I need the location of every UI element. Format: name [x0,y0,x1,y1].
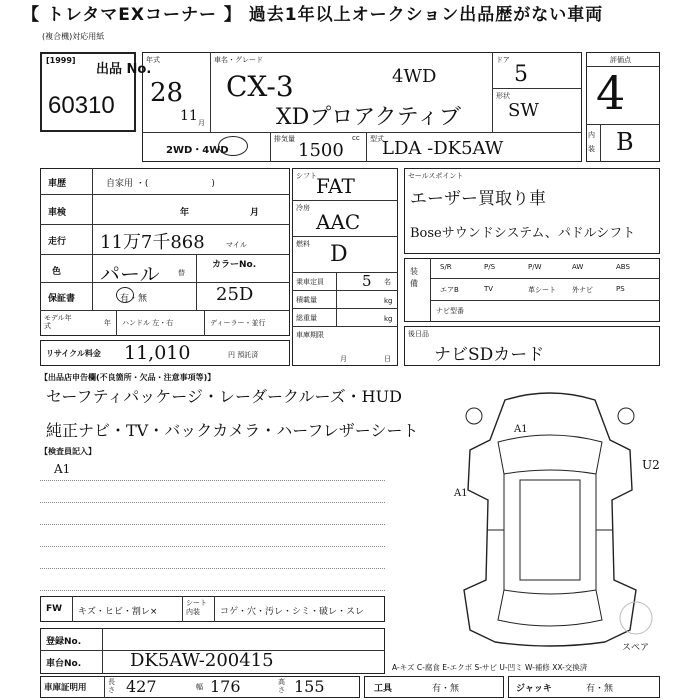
retrofit-label: 後日品 [408,330,429,338]
equipment-item: 外ナビ [572,286,593,294]
gross-label: 総重量 [296,314,317,322]
recycle-label: リサイクル料金 [46,349,101,358]
deadline-label: 車庫期限 [296,331,324,339]
length-label: 長さ [108,678,115,694]
chassis-value: DK5AW-200415 [130,650,274,671]
recycle-suffix: 円 預託済 [228,351,259,359]
jack-label: ジャッキ [516,684,552,694]
equipment-item: P/W [528,263,542,271]
color-no-value: 25D [216,284,254,305]
model-label: 型式 [370,135,384,143]
lot-label: 出品 No. [96,62,152,77]
equipment-item: P/S [484,263,496,271]
width-label: 幅 [196,683,203,691]
door-value: 5 [514,62,528,87]
drive-options: 2WD・4WD [166,145,229,156]
interior-label: 内装 [588,131,595,153]
car-outline [464,393,636,646]
car-damage-diagram [400,380,670,650]
capacity-value: 5 [362,272,372,290]
mileage-unit: マイル [226,241,247,249]
warranty-options: 有・無 [120,294,148,304]
roof [520,480,580,580]
notes-label: 【出品店申告欄(不良箇所・欠品・注意事項等)】 [40,373,216,382]
equipment-item: AW [572,263,584,271]
length-value: 427 [126,677,157,696]
car-name: CX-3 [226,70,294,103]
ac-value: AAC [316,210,361,234]
form-note: (複合機)対応用紙 [42,32,105,41]
color-change: 替 [178,269,185,277]
fuel-value: D [330,242,348,267]
seat-label: シート内装 [186,599,207,616]
fuel-label: 燃料 [296,240,310,248]
equipment-item: ABS [616,263,630,271]
equipment-item: TV [484,285,494,293]
deadline-month: 月 [340,355,347,363]
warranty-circle [116,287,134,303]
lot-number: 60310 [48,92,115,119]
height-label: 高さ [278,678,285,694]
warranty-label: 保証書 [48,294,76,304]
grade: XDプロアクティブ [276,105,461,130]
notes-line2: 純正ナビ・TV・バックカメラ・ハーフレザーシート [46,421,419,440]
recycle-value: 11,010 [124,342,191,364]
inspector-label: 【検査員記入】 [40,447,96,456]
model-value: LDA -DK5AW [382,138,504,159]
car-history-label: 車歴 [48,179,67,189]
deadline-day: 日 [384,355,391,363]
month-suffix: 月 [198,119,205,127]
width-value: 176 [210,677,241,696]
mark-u2: U2 [642,458,660,472]
mark-a1-top: A1 [514,424,528,435]
month-value: 11 [180,108,198,124]
sales-line2: Boseサウンドシステム、パドルシフト [410,226,636,241]
jack-options: 有・無 [586,684,614,694]
sales-line1: エーザー買取り車 [410,189,546,209]
shape-label: 形状 [496,92,510,100]
notes-line1: セーフティパッケージ・レーダークルーズ・HUD [46,387,402,406]
banner-title: 【 トレタマEXコーナー 】 過去1年以上オークション出品歴がない車両 [22,5,604,25]
color-value: パール [100,262,160,286]
load-unit: kg [384,297,393,305]
displacement-value: 1500 [298,140,344,161]
drive-circle [218,136,248,156]
car-history-options: 自家用 ・( ) [106,179,215,189]
equipment-item: エアB [440,286,459,294]
handle-label: ハンドル 左・右 [122,319,174,327]
sales-label: セールスポイント [408,172,464,180]
dealer-label: ディーラー・並行 [210,319,266,327]
spare-tire [620,602,652,634]
damage-legend: A-キズ C-腐食 E-エクボ S-サビ U-凹ミ W-補修 XX-交換済 [392,663,588,672]
interior-value: B [616,128,634,156]
score-label: 評価点 [610,56,631,64]
tools-label: 工具 [374,684,393,694]
chassis-label: 車台No. [46,659,82,669]
displacement-unit: cc [352,134,360,142]
model-year-label: モデル年式 [44,314,72,330]
mileage-value: 11万7千868 [100,232,205,253]
equipment-item: S/R [440,263,452,271]
inspector-value: A1 [54,462,71,476]
load-label: 積載量 [296,296,317,304]
equipment-item: PS [616,285,625,293]
equipment-item: 革シート [528,286,556,294]
mileage-label: 走行 [48,237,67,247]
model-year-year: 年 [104,319,111,327]
inspection-year: 年 [180,208,190,218]
equipment-label: 装備 [410,267,418,288]
inspection-month: 月 [250,208,260,218]
fw-label: FW [46,604,63,614]
inspection-label: 車検 [48,208,67,218]
capacity-label: 乗車定員 [296,278,324,286]
cert-label: 車庫証明用 [44,683,87,693]
year-value: 28 [150,78,184,108]
seat-options: コゲ・穴・汚レ・シミ・破レ・スレ [220,607,365,617]
capacity-unit: 名 [384,278,391,286]
shift-value: FAT [316,174,355,198]
tools-options: 有・無 [432,684,460,694]
height-value: 155 [294,677,325,696]
shift-label: シフト [296,172,317,180]
color-no-label: カラーNo. [212,260,257,270]
fw-options: キズ・ヒビ・割レ× [78,607,158,617]
shape-value: SW [508,100,539,121]
door-label: ドア [496,56,510,64]
name-label: 車名・グレード [214,56,263,64]
rear-window [498,590,602,626]
drive-type: 4WD [392,66,437,87]
score-value: 4 [596,66,626,120]
mark-a1-side: A1 [454,488,468,499]
gross-unit: kg [384,315,393,323]
displacement-label: 排気量 [274,135,295,143]
spare-label: スペア [622,643,650,653]
retrofit-value: ナビSDカード [434,345,545,365]
year-label: 年式 [146,56,160,64]
ac-label: 冷房 [296,204,310,212]
reg-label: 登録No. [46,637,82,647]
navi-label: ナビ型番 [436,307,464,315]
windshield [498,435,602,474]
color-label: 色 [52,267,62,277]
lot-stamp: [1999] [46,56,76,65]
